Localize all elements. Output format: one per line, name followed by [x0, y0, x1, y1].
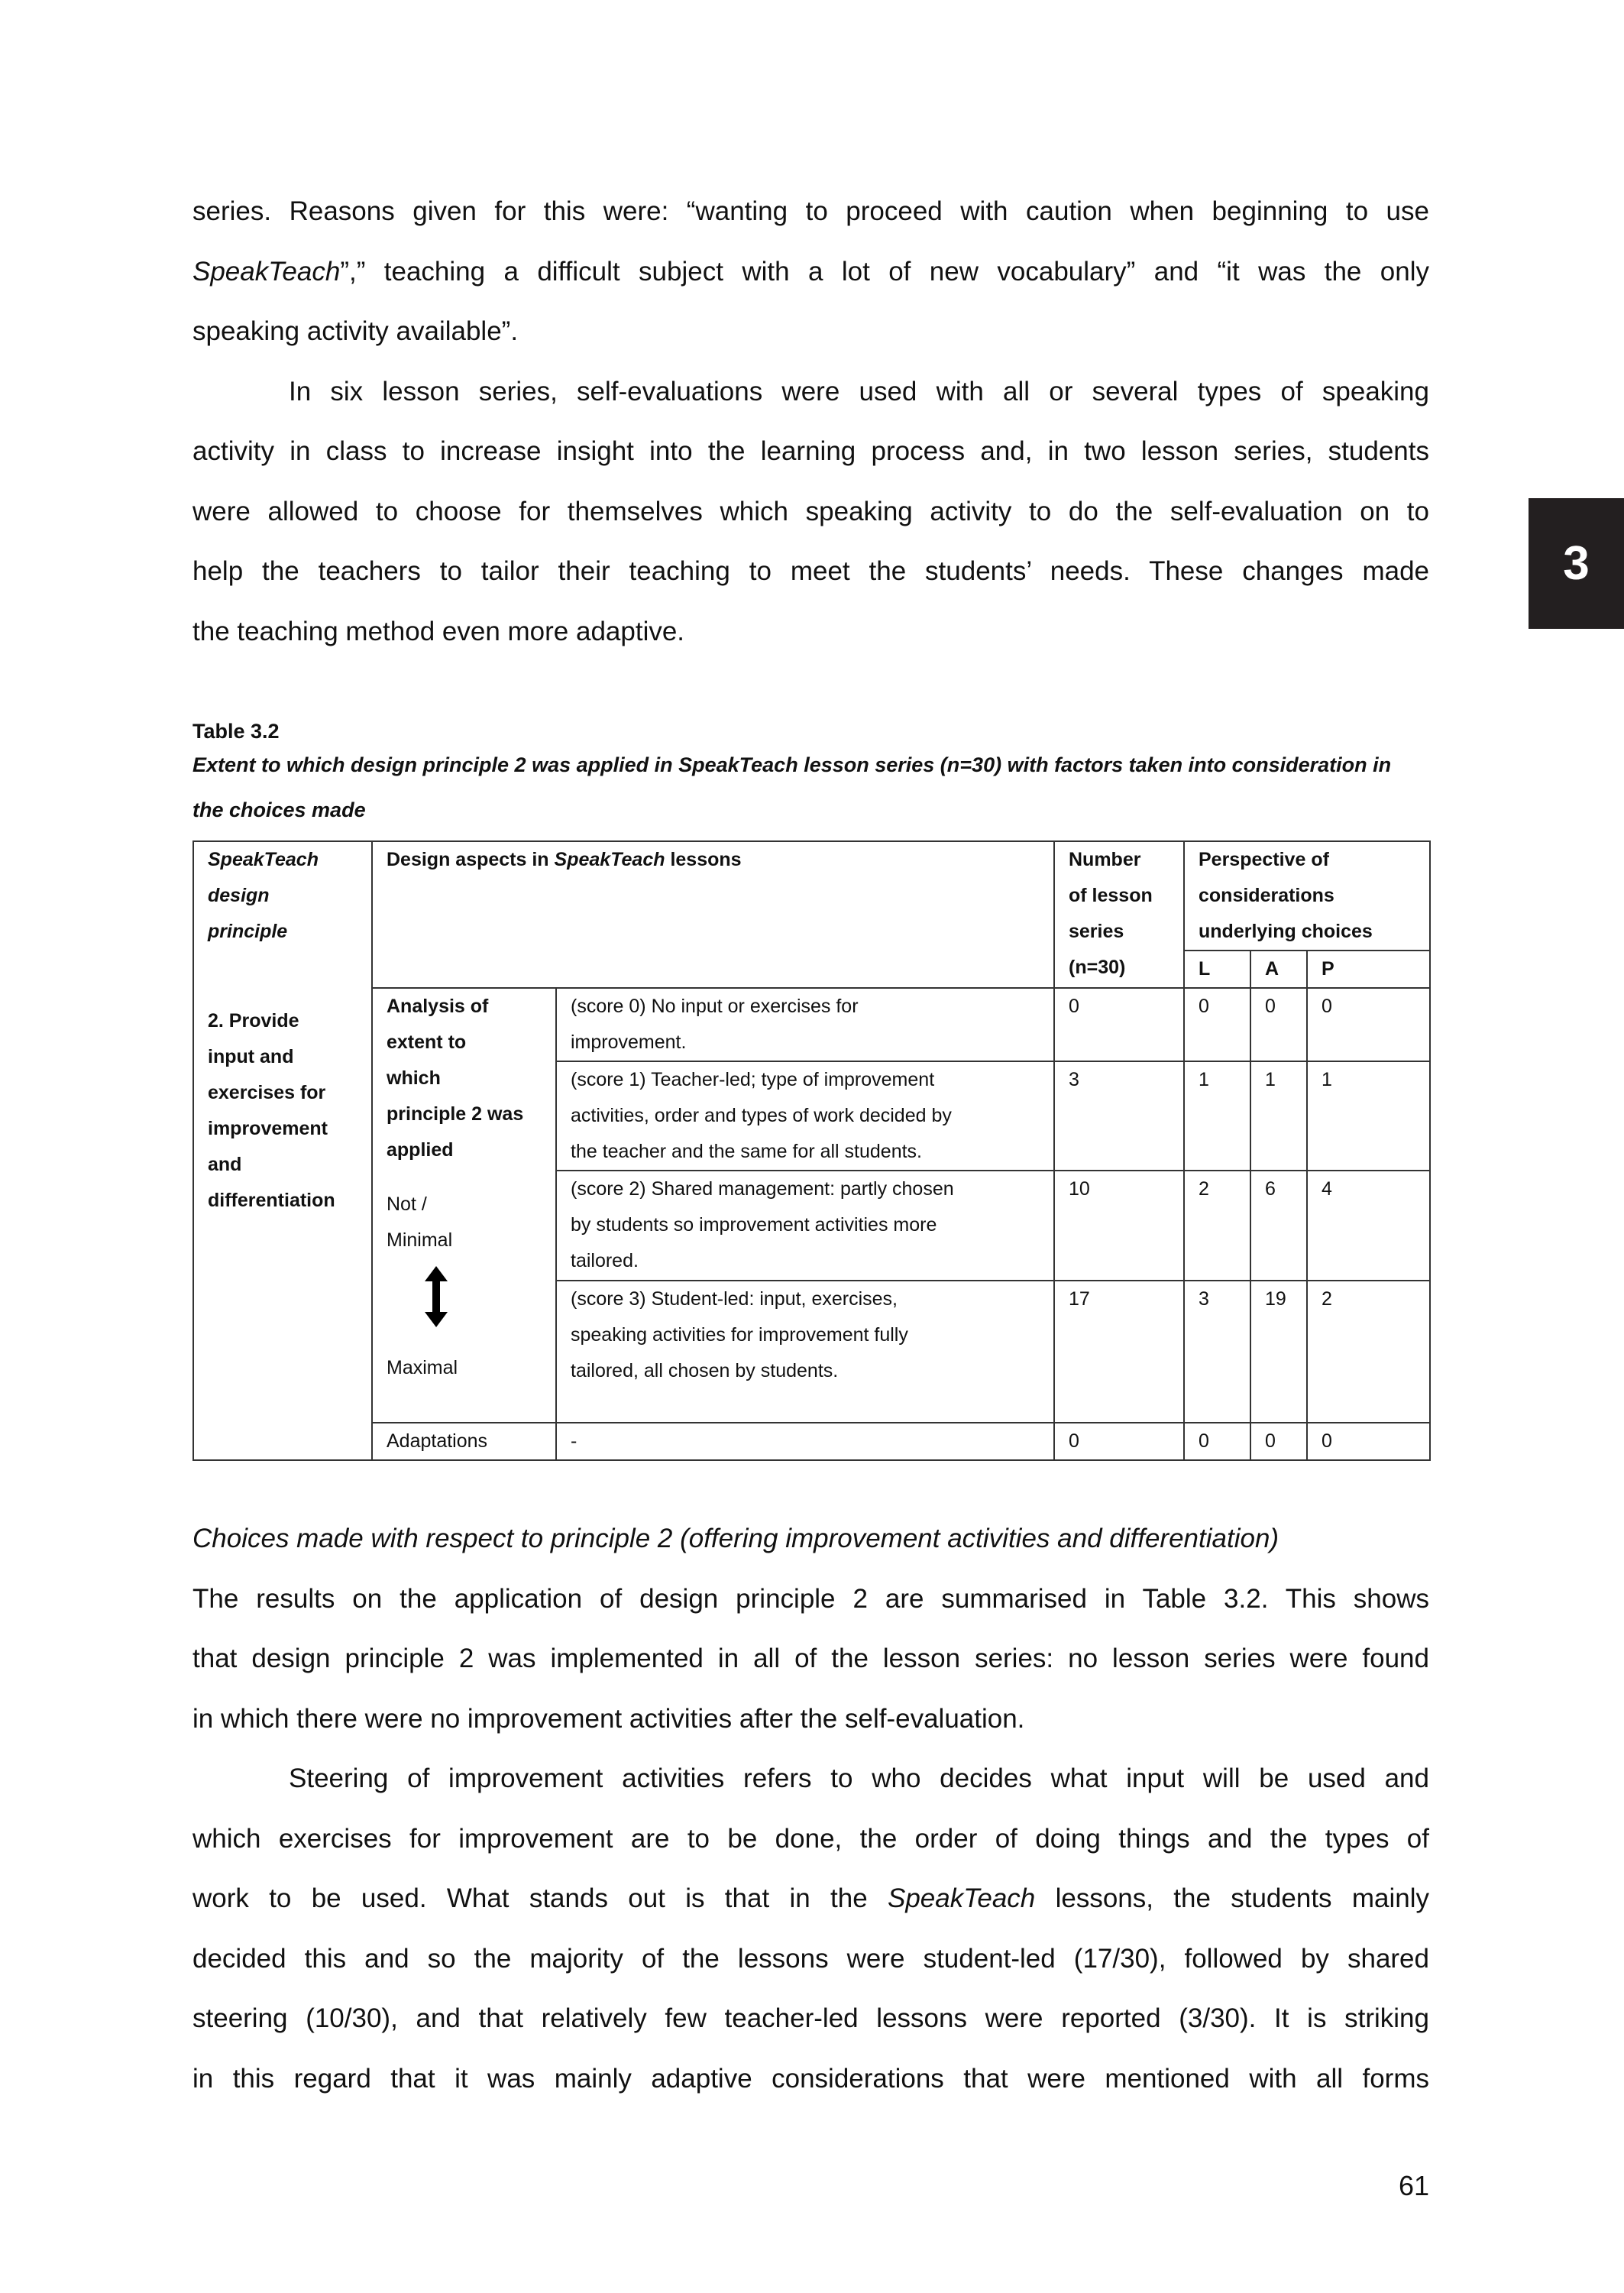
text-segment: in this regard that it was mainly adaptive considerations that were mentioned with all forms	[192, 2063, 1429, 2094]
text-segment: in which there were no improvement activities after the self-evaluation.	[192, 1703, 1025, 1734]
adaptations-L: 0	[1184, 1423, 1250, 1460]
text-segment: lessons, the students mainly	[1035, 1883, 1429, 1913]
cell-line: Perspective of	[1199, 849, 1329, 870]
cell-line: series	[1069, 921, 1124, 942]
table-label: Table 3.2	[192, 720, 280, 743]
text-line	[192, 242, 1429, 303]
cell-line: tailored.	[571, 1250, 639, 1271]
italic-text: SpeakTeach	[887, 1883, 1036, 1913]
row-desc	[556, 1281, 1054, 1423]
text-line	[192, 1989, 1429, 2049]
cell-line: the teacher and the same for all students.	[571, 1141, 922, 1162]
text-line	[192, 1629, 1429, 1689]
cell-line: (n=30)	[1069, 957, 1126, 978]
chapter-tab: 3	[1529, 498, 1624, 629]
design-principle-table	[192, 840, 1431, 1461]
text-segment: In six lesson series, self-evaluations were used with all or several types of speaking	[289, 376, 1429, 406]
cell-line: activities, order and types of work decided by	[571, 1105, 952, 1126]
row-P: 4	[1307, 1171, 1430, 1281]
row-desc	[556, 1061, 1054, 1171]
aspects-header-text: Design aspects in	[387, 849, 555, 870]
text-line	[192, 542, 1429, 602]
page-number: 61	[1398, 2170, 1429, 2201]
cell-line: underlying choices	[1199, 921, 1373, 942]
text-line	[192, 302, 1429, 362]
principle-name	[208, 1003, 371, 1219]
adaptations-desc: -	[556, 1423, 1054, 1460]
text-line	[192, 1869, 1429, 1929]
row-A: 1	[1250, 1061, 1307, 1171]
cell-line: SpeakTeach	[208, 849, 319, 870]
adaptations-P: 0	[1307, 1423, 1430, 1460]
cell-line: Number	[1069, 849, 1141, 870]
cell-line: considerations	[1199, 885, 1334, 906]
aspects-header-text-end: lessons	[665, 849, 742, 870]
text-line	[192, 2049, 1429, 2110]
text-segment: which exercises for improvement are to be done, the order of doing things and the types of	[192, 1823, 1429, 1854]
row-L: 2	[1184, 1171, 1250, 1281]
cell-line: extent to	[387, 1032, 467, 1053]
perspective-header	[1184, 841, 1430, 951]
italic-text: SpeakTeach	[192, 256, 341, 287]
text-segment: help the teachers to tailor their teaching to meet the students’ needs. These changes made	[192, 556, 1429, 586]
text-segment: that design principle 2 was implemented in all of the lesson series: no lesson series were found	[192, 1644, 1429, 1673]
text-segment: Steering of improvement activities refers to who decides what input will be used and	[289, 1763, 1429, 1793]
text-line	[192, 1689, 1429, 1750]
cell-line: principle 2 was	[387, 1103, 524, 1125]
row-L: 0	[1184, 988, 1250, 1061]
text-line	[192, 1929, 1429, 1990]
row-n: 17	[1054, 1281, 1184, 1423]
text-segment: work to be used. What stands out is that in the	[192, 1883, 888, 1913]
analysis-label	[387, 989, 555, 1168]
row-A: 6	[1250, 1171, 1307, 1281]
text-segment: series. Reasons given for this were: “wanting to proceed with caution when beginning to use	[192, 196, 1429, 226]
bottom-text	[192, 1509, 1429, 2109]
text-line	[192, 602, 1429, 662]
text-line	[192, 482, 1429, 542]
cell-line: by students so improvement activities more	[571, 1214, 937, 1236]
aspects-header-em: SpeakTeach	[554, 849, 665, 870]
text-segment: decided this and so the majority of the lessons were student-led (17/30), followed by shared	[192, 1943, 1429, 1974]
cell-line: tailored, all chosen by students.	[571, 1360, 839, 1381]
text-line	[192, 182, 1429, 242]
adaptations-n: 0	[1054, 1423, 1184, 1460]
text-segment: ”,” teaching a difficult subject with a lot of new vocabulary” and “it was the only	[340, 256, 1429, 287]
adaptations-A: 0	[1250, 1423, 1307, 1460]
up-down-arrow-icon	[425, 1266, 555, 1339]
text-segment: the teaching method even more adaptive.	[192, 616, 685, 646]
scale-max: Maximal	[387, 1357, 458, 1378]
text-line	[192, 1809, 1429, 1870]
cell-line: (score 1) Teacher-led; type of improvement	[571, 1069, 935, 1090]
text-line	[192, 422, 1429, 482]
cell-line: Minimal	[387, 1229, 453, 1251]
cell-line: principle	[208, 921, 288, 942]
text-line	[192, 1569, 1429, 1630]
cell-line: design	[208, 885, 270, 906]
cell-line: of lesson	[1069, 885, 1153, 906]
cell-line: differentiation	[208, 1190, 335, 1211]
row-L: 1	[1184, 1061, 1250, 1171]
row-L: 3	[1184, 1281, 1250, 1423]
row-P: 0	[1307, 988, 1430, 1061]
text-segment: The results on the application of design principle 2 are summarised in Table 3.2. This shows	[192, 1583, 1429, 1614]
text-line	[192, 1509, 1429, 1569]
cell-line: (score 0) No input or exercises for	[571, 996, 859, 1017]
row-P: 2	[1307, 1281, 1430, 1423]
cell-line: speaking activities for improvement fully	[571, 1324, 908, 1346]
header-A: A	[1250, 951, 1307, 988]
row-A: 0	[1250, 988, 1307, 1061]
principle-column	[193, 841, 372, 1460]
table-title-line-1: Extent to which design principle 2 was applied in SpeakTeach lesson series (n=30) with factors taken into consideration in	[192, 753, 1392, 776]
cell-line: which	[387, 1067, 441, 1089]
text-segment: steering (10/30), and that relatively few teacher-led lessons were reported (3/30). It is striking	[192, 2003, 1429, 2033]
top-text	[192, 182, 1429, 662]
row-A: 19	[1250, 1281, 1307, 1423]
scale-min	[387, 1187, 555, 1258]
italic-text: Choices made with respect to principle 2 (offering improvement activities and differentiation)	[192, 1524, 1279, 1553]
cell-line: exercises for	[208, 1082, 326, 1103]
row-desc	[556, 988, 1054, 1061]
text-line	[192, 1749, 1429, 1809]
number-header	[1054, 841, 1184, 988]
cell-line: applied	[387, 1139, 454, 1161]
text-segment: speaking activity available”.	[192, 316, 519, 346]
adaptations-label: Adaptations	[372, 1423, 556, 1460]
text-segment: activity in class to increase insight into the learning process and, in two lesson series, students	[192, 436, 1429, 466]
table-title-line-2: the choices made	[192, 798, 366, 821]
row-P: 1	[1307, 1061, 1430, 1171]
analysis-cell	[372, 988, 556, 1423]
text-line	[192, 362, 1429, 423]
row-n: 0	[1054, 988, 1184, 1061]
cell-line: 2. Provide	[208, 1010, 299, 1032]
cell-line: and	[208, 1154, 242, 1175]
header-P: P	[1307, 951, 1430, 988]
row-n: 10	[1054, 1171, 1184, 1281]
header-L: L	[1184, 951, 1250, 988]
text-segment: were allowed to choose for themselves which speaking activity to do the self-evaluation on to	[192, 496, 1429, 526]
cell-line: (score 3) Student-led: input, exercises,	[571, 1288, 898, 1310]
cell-line: Not /	[387, 1193, 427, 1215]
cell-line: improvement	[208, 1118, 328, 1139]
aspects-header	[372, 841, 1054, 988]
cell-line: (score 2) Shared management: partly chosen	[571, 1178, 954, 1200]
cell-line: improvement.	[571, 1032, 687, 1053]
row-n: 3	[1054, 1061, 1184, 1171]
cell-line: Analysis of	[387, 996, 489, 1017]
row-desc	[556, 1171, 1054, 1281]
principle-header	[208, 842, 371, 950]
cell-line: input and	[208, 1046, 294, 1067]
